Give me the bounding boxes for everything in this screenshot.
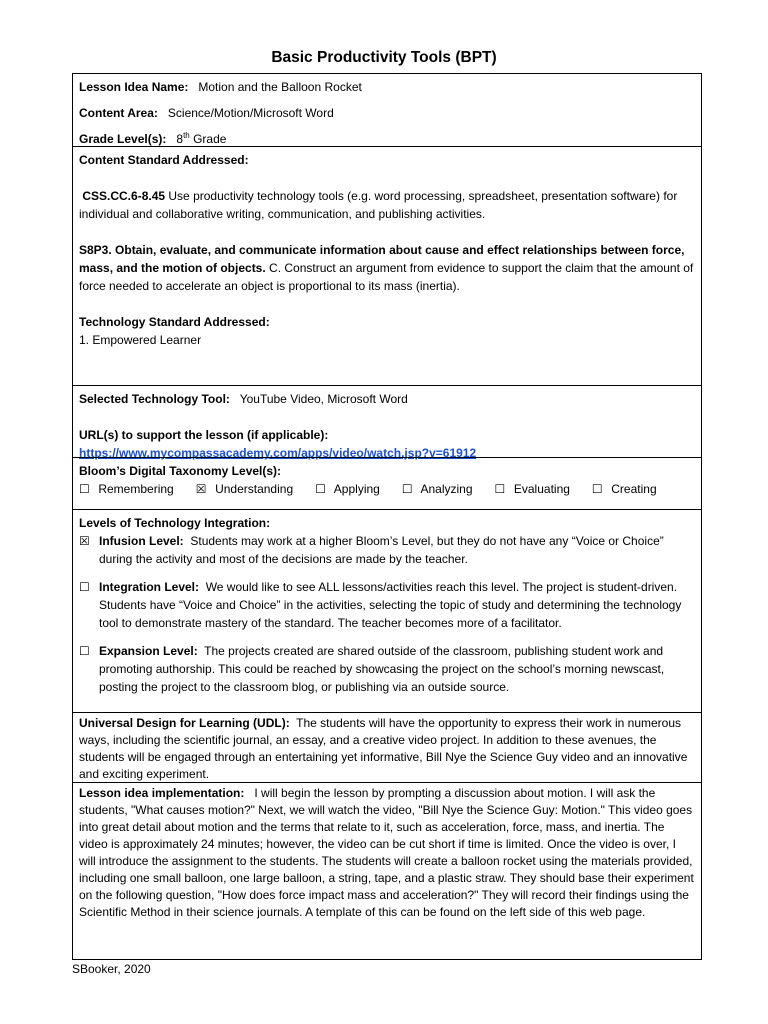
grade-level-word: Grade [193,132,227,146]
content-area-value: Science/Motion/Microsoft Word [167,106,334,120]
checkbox-icon[interactable]: ☐ [591,482,603,496]
tech-tool-value: YouTube Video, Microsoft Word [239,392,408,406]
integration-heading: Levels of Technology Integration: [79,516,271,530]
checkbox-checked-icon[interactable]: ☒ [79,534,90,548]
blooms-option-label: Applying [333,482,380,496]
implementation-section [72,782,702,960]
tech-standard-value: 1. Empowered Learner [79,333,202,347]
blooms-option-evaluating[interactable] [495,480,570,498]
grade-level-suffix: th [183,131,190,140]
integration-level-name: Integration Level: [99,580,200,594]
checkbox-icon[interactable]: ☐ [79,644,90,658]
blooms-option-applying[interactable] [315,480,380,498]
checkbox-icon[interactable]: ☐ [79,482,90,496]
blooms-taxonomy-section [72,457,702,510]
page-title: Basic Productivity Tools (BPT) [271,49,497,66]
blooms-option-understanding[interactable] [196,480,293,498]
footer-author: SBooker, 2020 [72,962,151,976]
grade-level-number: 8 [176,132,184,146]
integration-level [79,578,695,632]
content-area-label: Content Area: [79,106,158,120]
udl-paragraph [79,715,695,783]
tech-tool-label: Selected Technology Tool: [79,392,230,406]
tech-tool-row [79,390,695,408]
integration-levels-section [72,509,702,713]
grade-level-label: Grade Level(s): [79,132,167,146]
infusion-level [79,532,695,568]
udl-text: The students will have the opportunity to express their work in numerous ways, including the scientific journal, an essay, and a creative video project. In addition to these avenues, the students will be engaged through an entertaining yet informative, Bill Nye the Science Guy video and an innovative and exciting experiment. [79,716,688,781]
blooms-option-analyzing[interactable] [402,480,473,498]
s8p3-standard-text: C. Construct an argument from evidence to support the claim that the amount of force needed to accelerate an object is proportional to its mass (inertia). [79,261,694,293]
lesson-url-link[interactable]: https://www.mycompassacademy.com/apps/video/watch.jsp?v=61912 [79,446,477,460]
blooms-option-remembering[interactable] [79,480,174,498]
lesson-idea-value: Motion and the Balloon Rocket [198,80,362,94]
blooms-option-label: Creating [611,482,657,496]
content-area-row [79,104,695,122]
blooms-option-label: Analyzing [420,482,473,496]
expansion-level-text: The projects created are shared outside of the classroom, publishing student work and promoting authorship. This could be reached by showcasing the project on the school’s morning newscast, posting the project to the classroom blog, or publishing via an outside source. [99,644,665,694]
css-standard-text: Use productivity technology tools (e.g. word processing, spreadsheet, presentation software) for individual and collaborative writing, communication, and publishing activities. [79,189,678,221]
technology-tool-section [72,385,702,458]
implementation-label: Lesson idea implementation: [79,786,245,800]
standards-section [72,146,702,386]
infusion-level-text: Students may work at a higher Bloom’s Level, but they do not have any “Voice or Choice” during the activity and most of the decisions are made by the teacher. [99,534,664,566]
url-label: URL(s) to support the lesson (if applicable): [79,428,329,442]
blooms-option-label: Evaluating [513,482,570,496]
infusion-level-name: Infusion Level: [99,534,184,548]
expansion-level [79,642,695,696]
checkbox-checked-icon[interactable]: ☒ [195,482,207,496]
integration-level-text: We would like to see ALL lessons/activities reach this level. The project is student-driven. Students have “Voice and Choice” in the activities, selecting the topic of study and determining the technology tool to demonstrate mastery of the standard. The teacher becomes more of a facilitator. [99,580,682,630]
expansion-level-name: Expansion Level: [99,644,198,658]
lesson-info-section [72,73,702,147]
lesson-idea-label: Lesson Idea Name: [79,80,189,94]
s8p3-standard [79,241,695,295]
blooms-heading: Bloom’s Digital Taxonomy Level(s): [79,464,282,478]
implementation-text: I will begin the lesson by prompting a discussion about motion. I will ask the students, "What causes motion?" Next, we will watch the video, "Bill Nye the Science Guy: Motion." This video goes into great detail about motion and the terms that relate to it, such as acceleration, force, mass, and inertia. The video is approximately 24 minutes; however, the video can be cut short if time is limited. Once the video is over, I will introduce the assignment to the students. The students will create a balloon rocket using the materials provided, including one small balloon, one large balloon, a string, tape, and a plastic straw. They should base their experiment on the following question, "How does force impact mass and acceleration?" They will record their findings using the Scientific Method in their science journals. A template of this can be found on the left side of this web page. [79,786,694,919]
blooms-option-label: Remembering [98,482,174,496]
tech-standard-heading: Technology Standard Addressed: [79,315,270,329]
blooms-option-creating[interactable] [592,480,657,498]
checkbox-icon[interactable]: ☐ [315,482,326,496]
udl-section [72,712,702,783]
blooms-checkbox-row [79,480,695,498]
css-standard [79,187,695,223]
checkbox-icon[interactable]: ☐ [494,482,506,496]
css-standard-code: CSS.CC.6-8.45 [82,189,166,203]
lesson-idea-row [79,78,695,96]
implementation-paragraph [79,785,695,921]
checkbox-icon[interactable]: ☐ [79,580,90,594]
blooms-option-label: Understanding [215,482,294,496]
udl-label: Universal Design for Learning (UDL): [79,716,290,730]
s8p3-standard-bold: S8P3. Obtain, evaluate, and communicate information about cause and effect relationships between force, mass, and the motion of objects. [79,243,685,275]
content-standard-heading: Content Standard Addressed: [79,153,249,167]
checkbox-icon[interactable]: ☐ [401,482,413,496]
